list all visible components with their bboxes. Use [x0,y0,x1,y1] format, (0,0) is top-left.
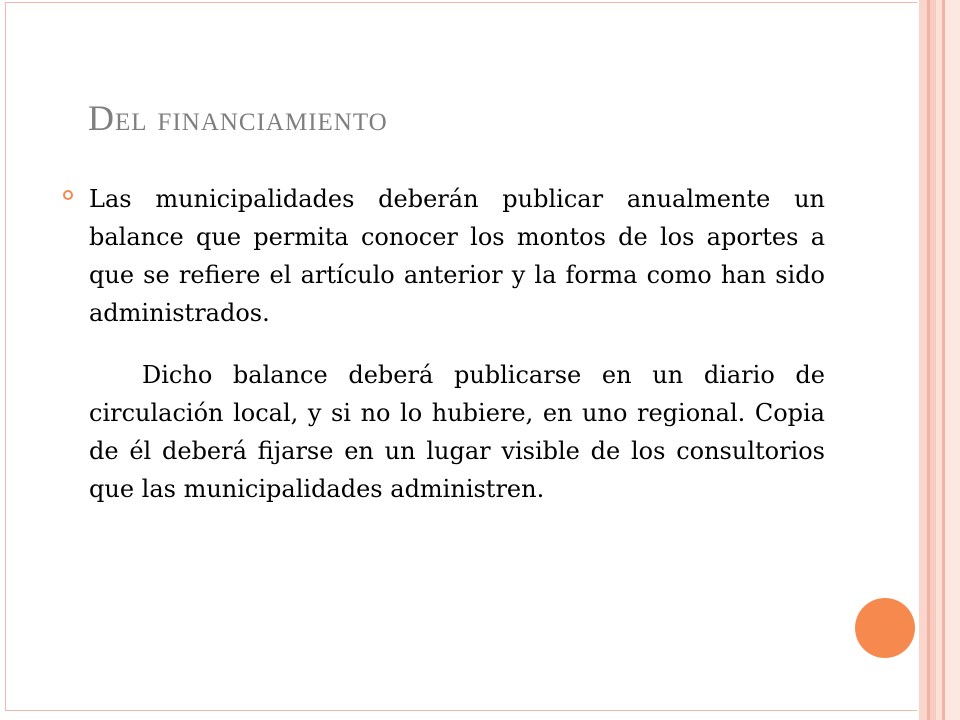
indented-paragraph [89,356,825,508]
decor-stripe [919,0,927,720]
ring-bullet-icon [63,190,73,200]
slide-body [89,180,825,508]
decor-stripe [945,0,960,720]
paragraph-text: Dicho balance deberá publicarse en un diario de circulación local, y si no lo hubiere, en uno regional. Copia de él deberá fijarse en un lugar visible de los consultorios que las municipalidades administren. [89,361,825,503]
bullet-paragraph [89,180,825,332]
slide-title: Del financiamiento [88,98,388,138]
orange-circle-icon [855,598,915,658]
paragraph-text: Las municipalidades deberán publicar anualmente un balance que permita conocer los montos de los aportes a que se refiere el artículo anterior y la forma como han sido administrados. [89,185,825,327]
